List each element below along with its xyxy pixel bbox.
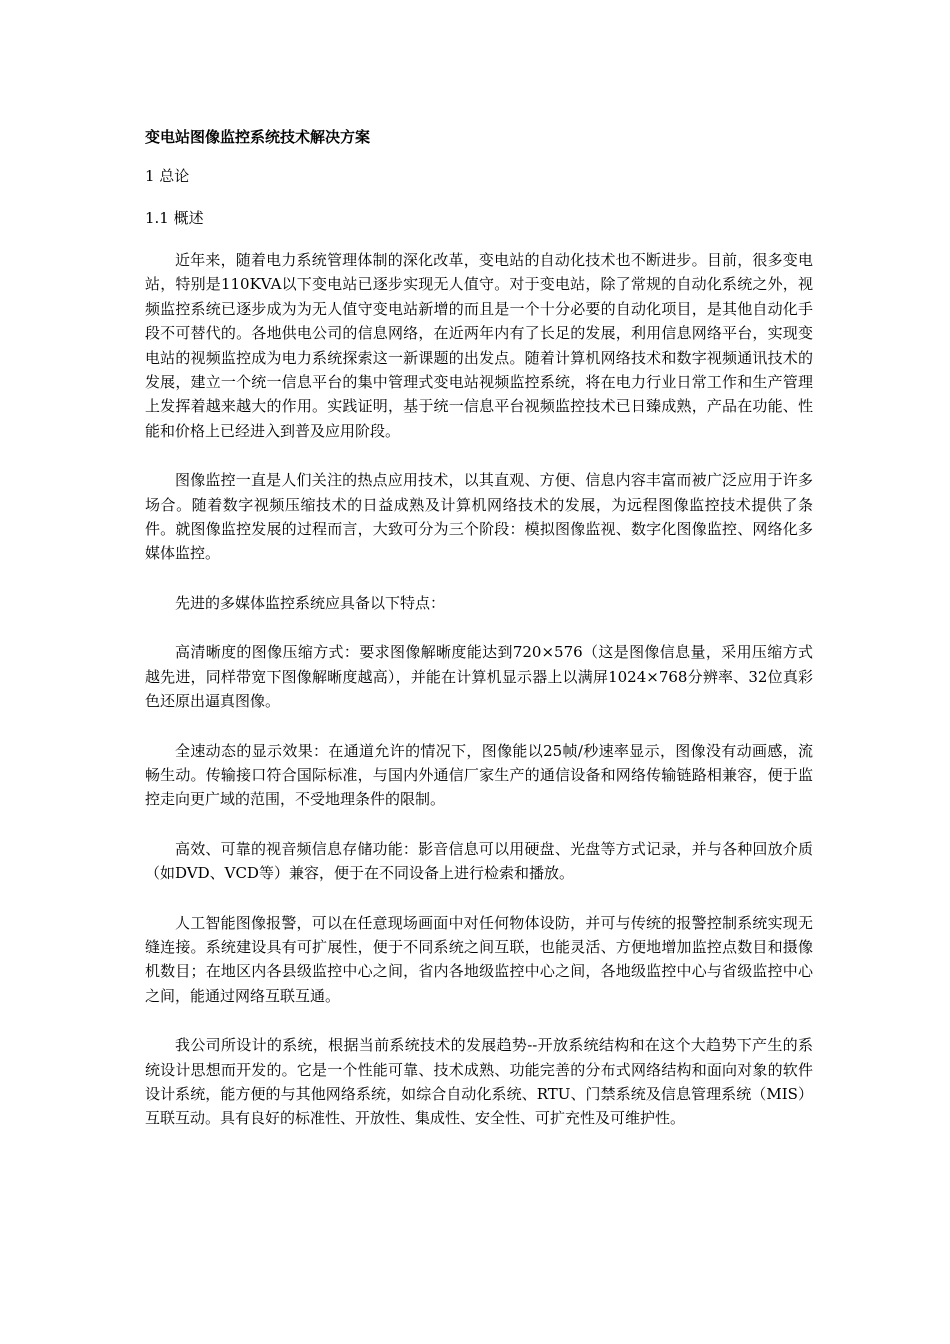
paragraph-alarm: 人工智能图像报警，可以在任意现场画面中对任何物体设防，并可与传统的报警控制系统实现无缝连接。系统建设具有可扩展性，便于不同系统之间互联，也能灵活、方便地增加监控点数目和摄像机数目；在地区内各县级监控中心之间，省内各地级监控中心之间，各地级监控中心与省级监控中心之间，能通过网络互联互通。	[145, 913, 813, 1005]
document-title: 变电站图像监控系统技术解决方案	[145, 128, 371, 146]
paragraph-display: 全速动态的显示效果：在通道允许的情况下，图像能以25帧/秒速率显示，图像没有动画感，流畅生动。传输接口符合国际标准，与国内外通信厂家生产的通信设备和网络传输链路相兼容，便于监控走向更广域的范围，不受地理条件的限制。	[145, 741, 813, 809]
paragraph-storage: 高效、可靠的视音频信息存储功能：影音信息可以用硬盘、光盘等方式记录，并与各种回放介质（如DVD、VCD等）兼容，便于在不同设备上进行检索和播放。	[145, 839, 813, 883]
paragraph-image-monitoring: 图像监控一直是人们关注的热点应用技术，以其直观、方便、信息内容丰富而被广泛应用于许多场合。随着数字视频压缩技术的日益成熟及计算机网络技术的发展，为远程图像监控技术提供了条件。就图像监控发展的过程而言，大致可分为三个阶段：模拟图像监视、数字化图像监控、网络化多媒体监控。	[145, 471, 813, 563]
section-heading-1: 1 总论	[145, 167, 190, 185]
paragraph-company-system: 我公司所设计的系统，根据当前系统技术的发展趋势--开放系统结构和在这个大趋势下产生的系统设计思想而开发的。它是一个性能可靠、技术成熟、功能完善的分布式网络结构和面向对象的软件设计系统，能方便的与其他网络系统，如综合自动化系统、RTU、门禁系统及信息管理系统（MIS）互联互动。具有良好的标准性、开放性、集成性、安全性、可扩充性及可维护性。	[145, 1036, 813, 1128]
section-heading-1-1: 1.1 概述	[145, 209, 204, 227]
paragraph-compression: 高清晰度的图像压缩方式：要求图像解晰度能达到720×576（这是图像信息量，采用压缩方式越先进，同样带宽下图像解晰度越高），并能在计算机显示器上以满屏1024×768分辨率、32位真彩色还原出逼真图像。	[145, 643, 813, 711]
document-page	[145, 125, 813, 1156]
paragraph-features-intro: 先进的多媒体监控系统应具备以下特点：	[175, 593, 446, 612]
paragraph-overview: 近年来，随着电力系统管理体制的深化改革，变电站的自动化技术也不断进步。目前，很多变电站，特别是110KVA以下变电站已逐步实现无人值守。对于变电站，除了常规的自动化系统之外，视频监控系统已逐步成为为无人值守变电站新增的而且是一个十分必要的自动化项目，是其他自动化手段不可替代的。各地供电公司的信息网络，在近两年内有了长足的发展，利用信息网络平台，实现变电站的视频监控成为电力系统探索这一新课题的出发点。随着计算机网络技术和数字视频通讯技术的发展，建立一个统一信息平台的集中管理式变电站视频监控系统，将在电力行业日常工作和生产管理上发挥着越来越大的作用。实践证明，基于统一信息平台视频监控技术已日臻成熟，产品在功能、性能和价格上已经进入到普及应用阶段。	[145, 251, 813, 440]
